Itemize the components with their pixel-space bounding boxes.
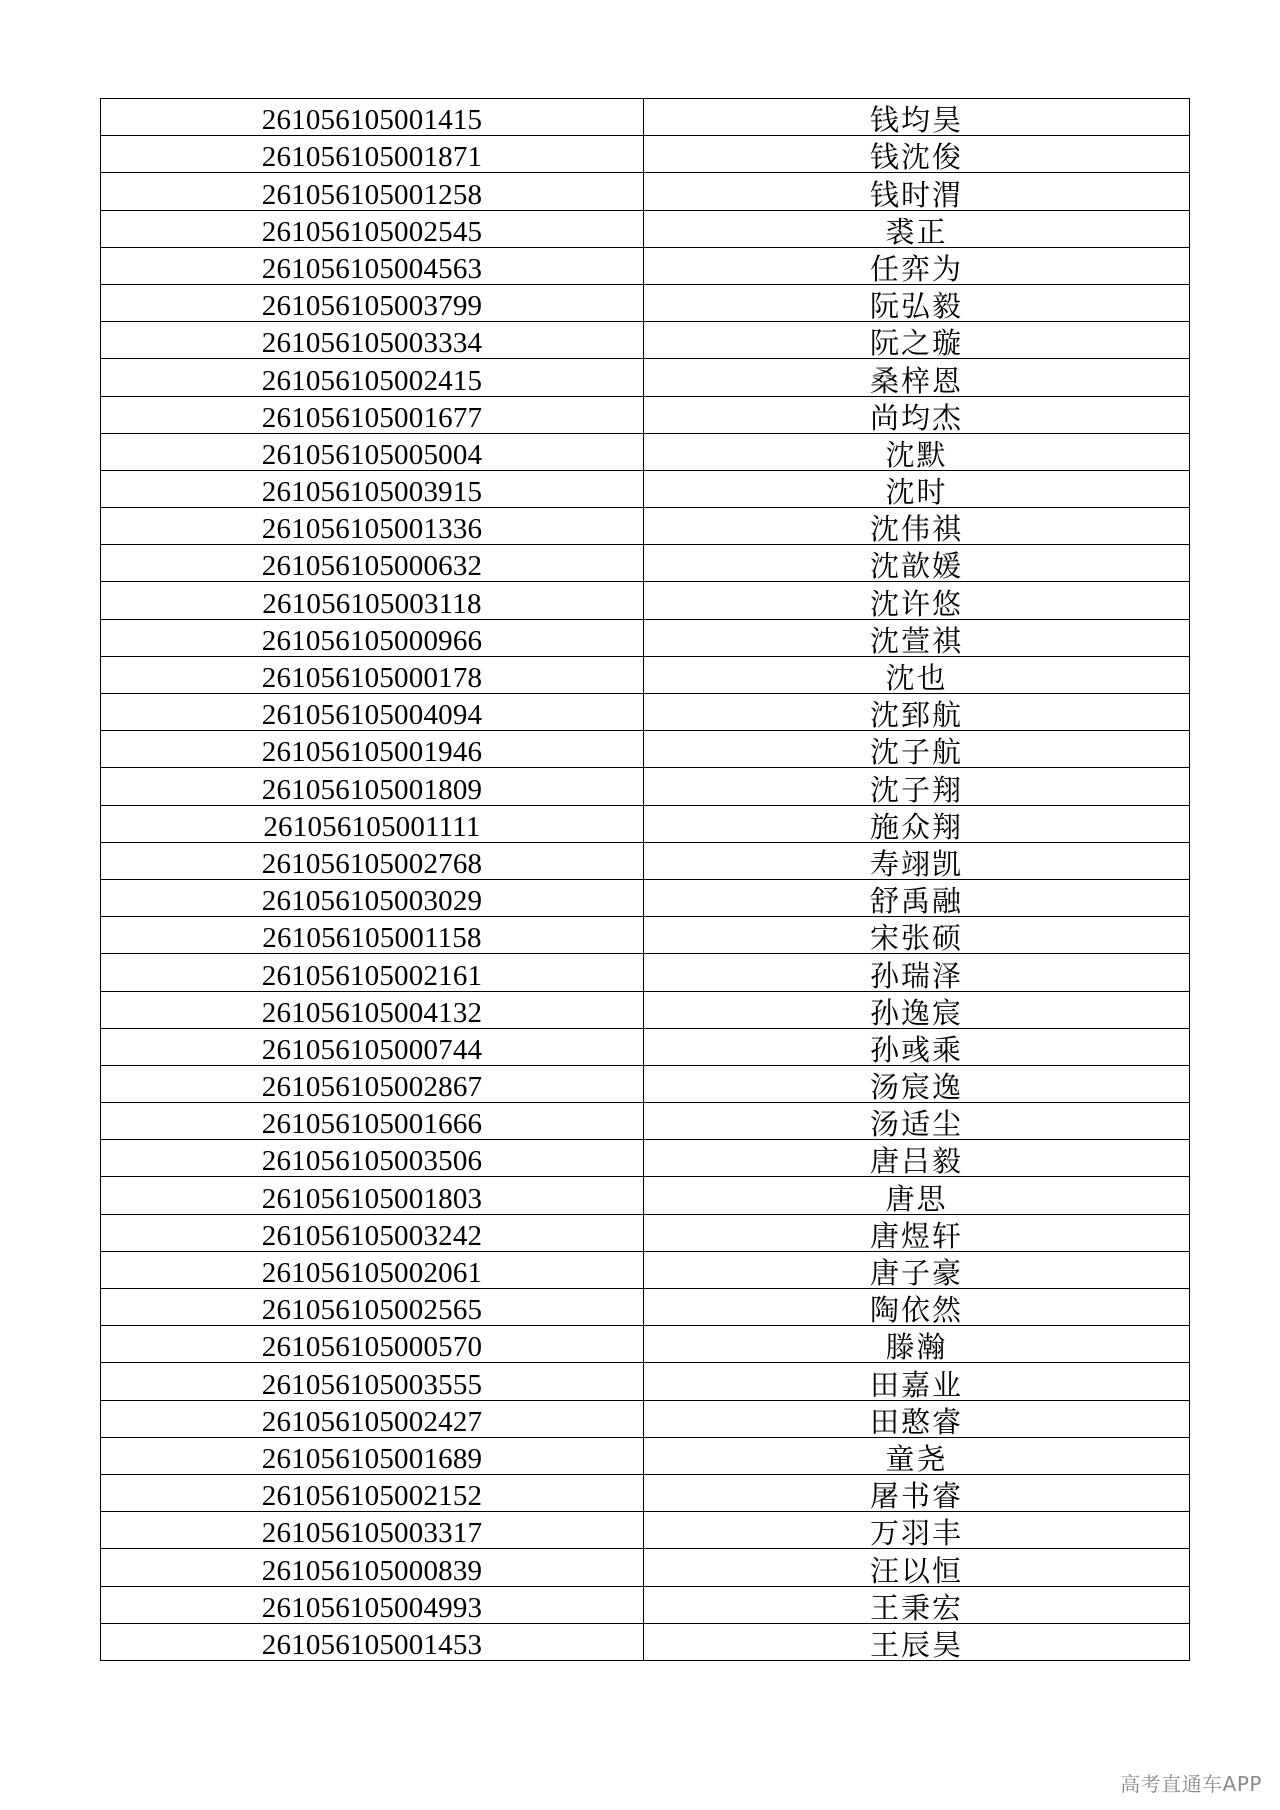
exam-id-cell: 261056105001111 bbox=[101, 805, 644, 842]
student-name-cell: 尚均杰 bbox=[644, 396, 1190, 433]
table-body bbox=[101, 99, 1190, 1661]
table-row bbox=[101, 433, 1190, 470]
exam-id-cell: 261056105003118 bbox=[101, 582, 644, 619]
table-row bbox=[101, 1437, 1190, 1474]
exam-id-cell: 261056105002867 bbox=[101, 1065, 644, 1102]
exam-id-cell: 261056105001803 bbox=[101, 1177, 644, 1214]
table-row bbox=[101, 396, 1190, 433]
exam-id-cell: 261056105001336 bbox=[101, 508, 644, 545]
exam-id-cell: 261056105000744 bbox=[101, 1028, 644, 1065]
table-row bbox=[101, 247, 1190, 284]
student-name-cell: 王秉宏 bbox=[644, 1586, 1190, 1623]
student-name-cell: 孙逸宸 bbox=[644, 991, 1190, 1028]
exam-id-cell: 261056105000966 bbox=[101, 619, 644, 656]
table-row bbox=[101, 954, 1190, 991]
exam-id-cell: 261056105003506 bbox=[101, 1140, 644, 1177]
exam-id-cell: 261056105002415 bbox=[101, 359, 644, 396]
student-name-cell: 沈子翔 bbox=[644, 768, 1190, 805]
table-row bbox=[101, 284, 1190, 321]
table-row bbox=[101, 322, 1190, 359]
watermark: 高考直通车APP bbox=[1120, 1772, 1262, 1796]
student-name-cell: 沈歆媛 bbox=[644, 545, 1190, 582]
exam-id-cell: 261056105003799 bbox=[101, 284, 644, 321]
table-row bbox=[101, 1251, 1190, 1288]
table-row bbox=[101, 210, 1190, 247]
student-name-cell: 阮弘毅 bbox=[644, 284, 1190, 321]
student-name-cell: 桑梓恩 bbox=[644, 359, 1190, 396]
student-name-cell: 陶依然 bbox=[644, 1289, 1190, 1326]
table-row bbox=[101, 1549, 1190, 1586]
exam-id-cell: 261056105002545 bbox=[101, 210, 644, 247]
table-row bbox=[101, 619, 1190, 656]
student-name-cell: 沈萱祺 bbox=[644, 619, 1190, 656]
exam-id-cell: 261056105002565 bbox=[101, 1289, 644, 1326]
table-row bbox=[101, 1177, 1190, 1214]
exam-id-cell: 261056105001946 bbox=[101, 731, 644, 768]
student-name-cell: 沈伟祺 bbox=[644, 508, 1190, 545]
exam-id-cell: 261056105001809 bbox=[101, 768, 644, 805]
table-row bbox=[101, 1214, 1190, 1251]
student-name-cell: 田憨睿 bbox=[644, 1400, 1190, 1437]
exam-id-cell: 261056105000178 bbox=[101, 656, 644, 693]
student-name-cell: 汤适尘 bbox=[644, 1103, 1190, 1140]
table-row bbox=[101, 1474, 1190, 1511]
exam-id-cell: 261056105004993 bbox=[101, 1586, 644, 1623]
exam-id-cell: 261056105001158 bbox=[101, 917, 644, 954]
table-row bbox=[101, 731, 1190, 768]
student-name-cell: 沈郅航 bbox=[644, 694, 1190, 731]
exam-id-cell: 261056105001258 bbox=[101, 173, 644, 210]
table-row bbox=[101, 582, 1190, 619]
table-row bbox=[101, 768, 1190, 805]
exam-id-cell: 261056105002061 bbox=[101, 1251, 644, 1288]
exam-id-cell: 261056105001871 bbox=[101, 136, 644, 173]
student-name-cell: 唐吕毅 bbox=[644, 1140, 1190, 1177]
exam-id-cell: 261056105004132 bbox=[101, 991, 644, 1028]
table-row bbox=[101, 173, 1190, 210]
student-name-cell: 裘正 bbox=[644, 210, 1190, 247]
exam-id-cell: 261056105004094 bbox=[101, 694, 644, 731]
student-name-cell: 沈默 bbox=[644, 433, 1190, 470]
exam-id-cell: 261056105003242 bbox=[101, 1214, 644, 1251]
student-name-cell: 汤宸逸 bbox=[644, 1065, 1190, 1102]
student-name-cell: 唐子豪 bbox=[644, 1251, 1190, 1288]
student-name-cell: 唐思 bbox=[644, 1177, 1190, 1214]
exam-id-cell: 261056105000570 bbox=[101, 1326, 644, 1363]
table-row bbox=[101, 842, 1190, 879]
exam-id-cell: 261056105003317 bbox=[101, 1512, 644, 1549]
student-name-cell: 童尧 bbox=[644, 1437, 1190, 1474]
table-row bbox=[101, 545, 1190, 582]
student-name-cell: 田嘉业 bbox=[644, 1363, 1190, 1400]
student-name-cell: 滕瀚 bbox=[644, 1326, 1190, 1363]
table-row bbox=[101, 1623, 1190, 1660]
exam-id-cell: 261056105001415 bbox=[101, 99, 644, 136]
table-row bbox=[101, 1363, 1190, 1400]
table-row bbox=[101, 656, 1190, 693]
student-name-cell: 孙瑞泽 bbox=[644, 954, 1190, 991]
exam-id-cell: 261056105001677 bbox=[101, 396, 644, 433]
student-list-table bbox=[100, 98, 1190, 1661]
student-name-cell: 沈时 bbox=[644, 470, 1190, 507]
table-row bbox=[101, 136, 1190, 173]
table-row bbox=[101, 1028, 1190, 1065]
table-row bbox=[101, 1326, 1190, 1363]
table-row bbox=[101, 1289, 1190, 1326]
student-name-cell: 王辰昊 bbox=[644, 1623, 1190, 1660]
table-row bbox=[101, 1065, 1190, 1102]
exam-id-cell: 261056105002768 bbox=[101, 842, 644, 879]
table-row bbox=[101, 1103, 1190, 1140]
exam-id-cell: 261056105003915 bbox=[101, 470, 644, 507]
exam-id-cell: 261056105004563 bbox=[101, 247, 644, 284]
student-name-cell: 沈许悠 bbox=[644, 582, 1190, 619]
student-name-cell: 施众翔 bbox=[644, 805, 1190, 842]
exam-id-cell: 261056105003029 bbox=[101, 879, 644, 916]
student-name-cell: 钱时渭 bbox=[644, 173, 1190, 210]
exam-id-cell: 261056105002427 bbox=[101, 1400, 644, 1437]
student-name-cell: 寿翊凯 bbox=[644, 842, 1190, 879]
exam-id-cell: 261056105002152 bbox=[101, 1474, 644, 1511]
table-row bbox=[101, 879, 1190, 916]
student-name-cell: 阮之璇 bbox=[644, 322, 1190, 359]
student-name-cell: 宋张硕 bbox=[644, 917, 1190, 954]
exam-id-cell: 261056105000632 bbox=[101, 545, 644, 582]
table-row bbox=[101, 991, 1190, 1028]
exam-id-cell: 261056105005004 bbox=[101, 433, 644, 470]
exam-id-cell: 261056105002161 bbox=[101, 954, 644, 991]
student-name-cell: 万羽丰 bbox=[644, 1512, 1190, 1549]
table-row bbox=[101, 1512, 1190, 1549]
student-name-cell: 任弈为 bbox=[644, 247, 1190, 284]
exam-id-cell: 261056105003334 bbox=[101, 322, 644, 359]
student-name-cell: 汪以恒 bbox=[644, 1549, 1190, 1586]
table-row bbox=[101, 99, 1190, 136]
student-name-cell: 舒禹融 bbox=[644, 879, 1190, 916]
student-name-cell: 钱沈俊 bbox=[644, 136, 1190, 173]
student-name-cell: 沈子航 bbox=[644, 731, 1190, 768]
table-row bbox=[101, 1140, 1190, 1177]
student-name-cell: 钱均昊 bbox=[644, 99, 1190, 136]
student-name-cell: 屠书睿 bbox=[644, 1474, 1190, 1511]
table-row bbox=[101, 694, 1190, 731]
student-name-cell: 孙彧乘 bbox=[644, 1028, 1190, 1065]
table-row bbox=[101, 359, 1190, 396]
exam-id-cell: 261056105001666 bbox=[101, 1103, 644, 1140]
student-name-cell: 沈也 bbox=[644, 656, 1190, 693]
student-name-cell: 唐煜轩 bbox=[644, 1214, 1190, 1251]
table-row bbox=[101, 917, 1190, 954]
exam-id-cell: 261056105003555 bbox=[101, 1363, 644, 1400]
table-row bbox=[101, 1400, 1190, 1437]
table-row bbox=[101, 470, 1190, 507]
exam-id-cell: 261056105000839 bbox=[101, 1549, 644, 1586]
table-row bbox=[101, 805, 1190, 842]
table-row bbox=[101, 508, 1190, 545]
exam-id-cell: 261056105001689 bbox=[101, 1437, 644, 1474]
exam-id-cell: 261056105001453 bbox=[101, 1623, 644, 1660]
table-row bbox=[101, 1586, 1190, 1623]
